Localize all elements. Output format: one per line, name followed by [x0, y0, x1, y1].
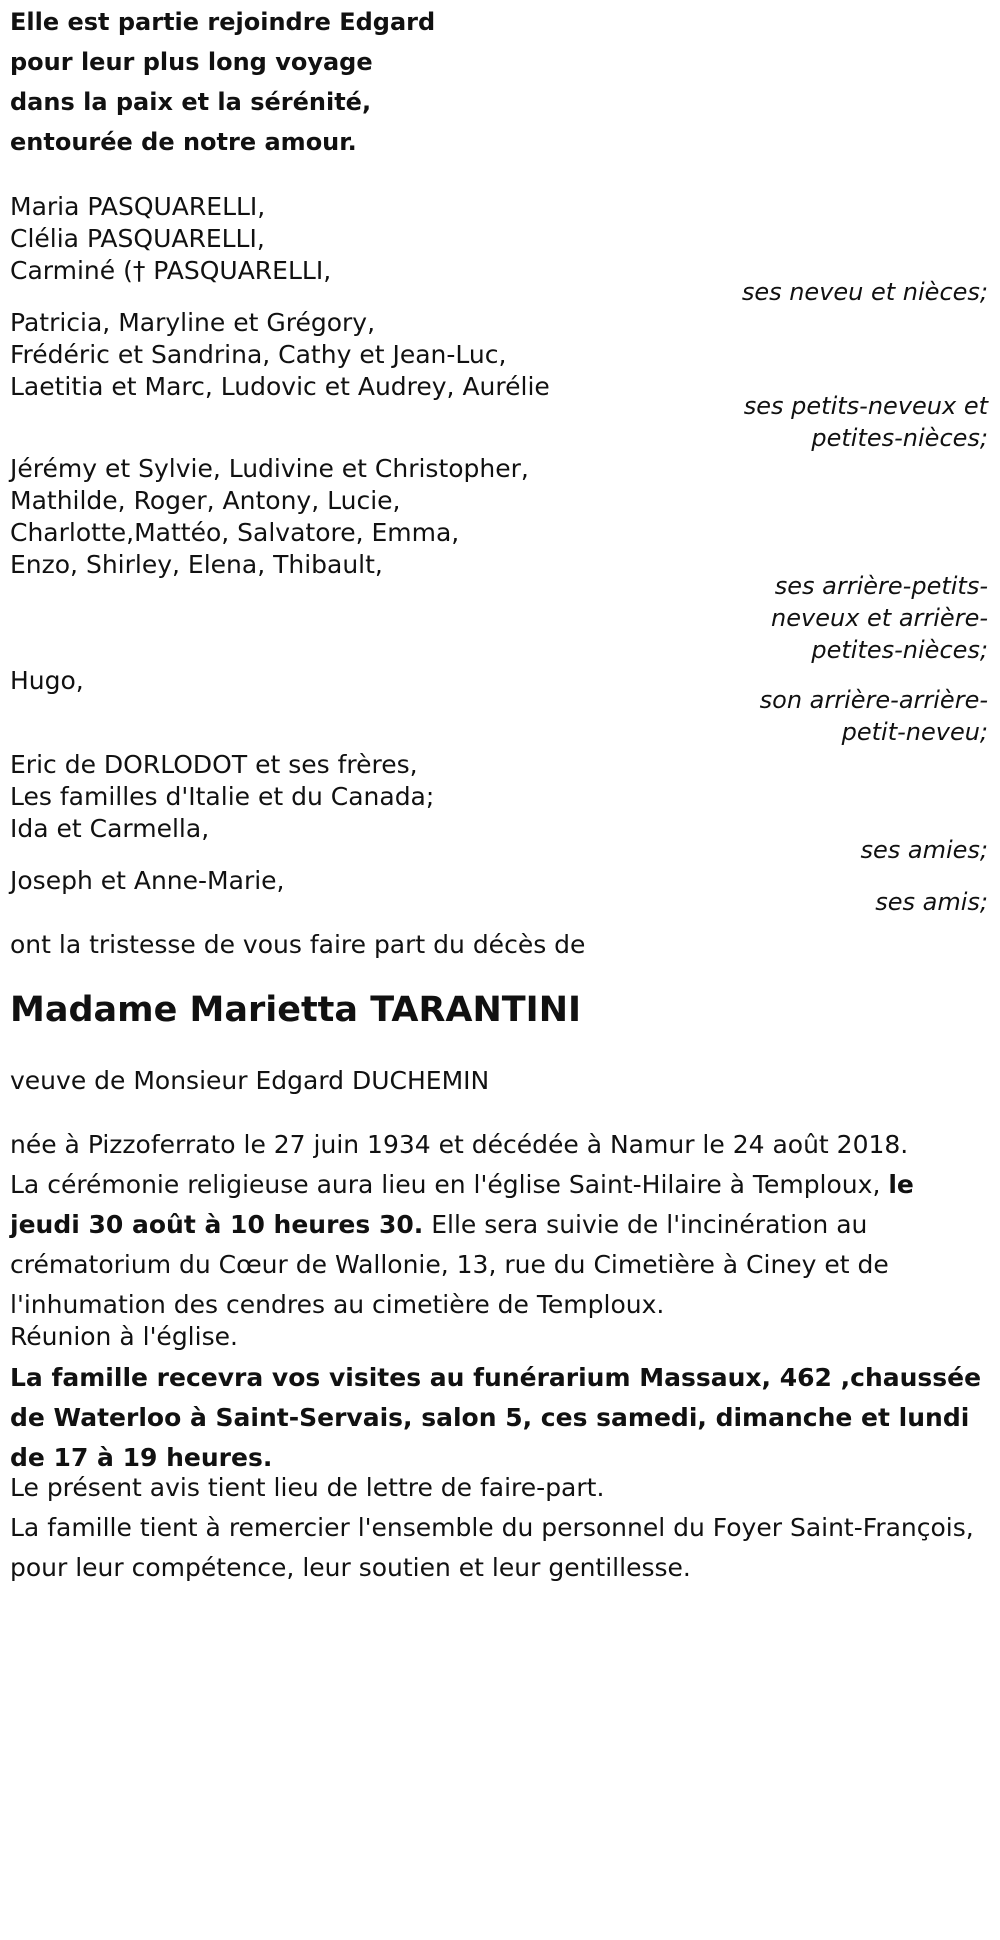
family-name-line: Carminé († PASQUARELLI,: [10, 256, 332, 285]
relation-label: ses amis;: [875, 888, 988, 916]
verse-line: entourée de notre amour.: [10, 128, 357, 156]
family-name-line: Charlotte,Mattéo, Salvatore, Emma,: [10, 518, 460, 547]
ceremony-date: le jeudi 30 août à 10 heures 30.: [10, 1170, 914, 1239]
family-name-line: Les familles d'Italie et du Canada;: [10, 782, 435, 811]
deceased-name: Madame Marietta TARANTINI: [10, 990, 582, 1030]
family-name-line: Hugo,: [10, 666, 84, 695]
family-name-line: Maria PASQUARELLI,: [10, 192, 266, 221]
relation-label: ses petits-neveux et: [743, 392, 988, 420]
family-name-line: Joseph et Anne-Marie,: [10, 866, 285, 895]
reunion: Réunion à l'église.: [10, 1322, 238, 1351]
family-name-line: Jérémy et Sylvie, Ludivine et Christopher,: [10, 454, 529, 483]
ceremony-paragraph: [10, 1165, 990, 1325]
family-name-line: Clélia PASQUARELLI,: [10, 224, 265, 253]
announcement: ont la tristesse de vous faire part du décès de: [10, 930, 586, 959]
family-name-line: Ida et Carmella,: [10, 814, 210, 843]
thanks-paragraph: La famille tient à remercier l'ensemble du personnel du Foyer Saint-François, pour leur compétence, leur soutien et leur gentillesse.: [10, 1513, 974, 1582]
verse-line: Elle est partie rejoindre Edgard: [10, 8, 436, 36]
relation-label: son arrière-arrière-: [759, 686, 988, 714]
family-name-line: Patricia, Maryline et Grégory,: [10, 308, 376, 337]
visits-paragraph: La famille recevra vos visites au funérarium Massaux, 462 ,chaussée de Waterloo à Saint-Servais, salon 5, ces samedi, dimanche et lundi de 17 à 19 heures.: [10, 1363, 982, 1472]
notice: Le présent avis tient lieu de lettre de faire-part.: [10, 1473, 605, 1502]
verse-line: pour leur plus long voyage: [10, 48, 373, 76]
family-name-line: Laetitia et Marc, Ludovic et Audrey, Aurélie: [10, 372, 550, 401]
relation-label: ses amies;: [860, 836, 988, 864]
family-name-line: Frédéric et Sandrina, Cathy et Jean-Luc,: [10, 340, 507, 369]
birth-death: née à Pizzoferrato le 27 juin 1934 et décédée à Namur le 24 août 2018.: [10, 1130, 909, 1159]
relation-label: petites-nièces;: [811, 424, 988, 452]
relation-label: petit-neveu;: [841, 718, 988, 746]
relation-label: ses arrière-petits-: [774, 572, 988, 600]
widow-of: veuve de Monsieur Edgard DUCHEMIN: [10, 1066, 490, 1095]
relation-label: ses neveu et nièces;: [741, 278, 988, 306]
family-name-line: Mathilde, Roger, Antony, Lucie,: [10, 486, 401, 515]
verse-line: dans la paix et la sérénité,: [10, 88, 372, 116]
family-name-line: Eric de DORLODOT et ses frères,: [10, 750, 418, 779]
relation-label: neveux et arrière-: [771, 604, 988, 632]
family-name-line: Enzo, Shirley, Elena, Thibault,: [10, 550, 383, 579]
relation-label: petites-nièces;: [811, 636, 988, 664]
ceremony-text: La cérémonie religieuse aura lieu en l'église Saint-Hilaire à Temploux,: [10, 1170, 889, 1199]
ceremony-text: Elle sera suivie de l'incinération au crématorium du Cœur de Wallonie, 13, rue du Cimetière à Ciney et de l'inhumation des cendres au cimetière de Temploux.: [10, 1210, 889, 1319]
